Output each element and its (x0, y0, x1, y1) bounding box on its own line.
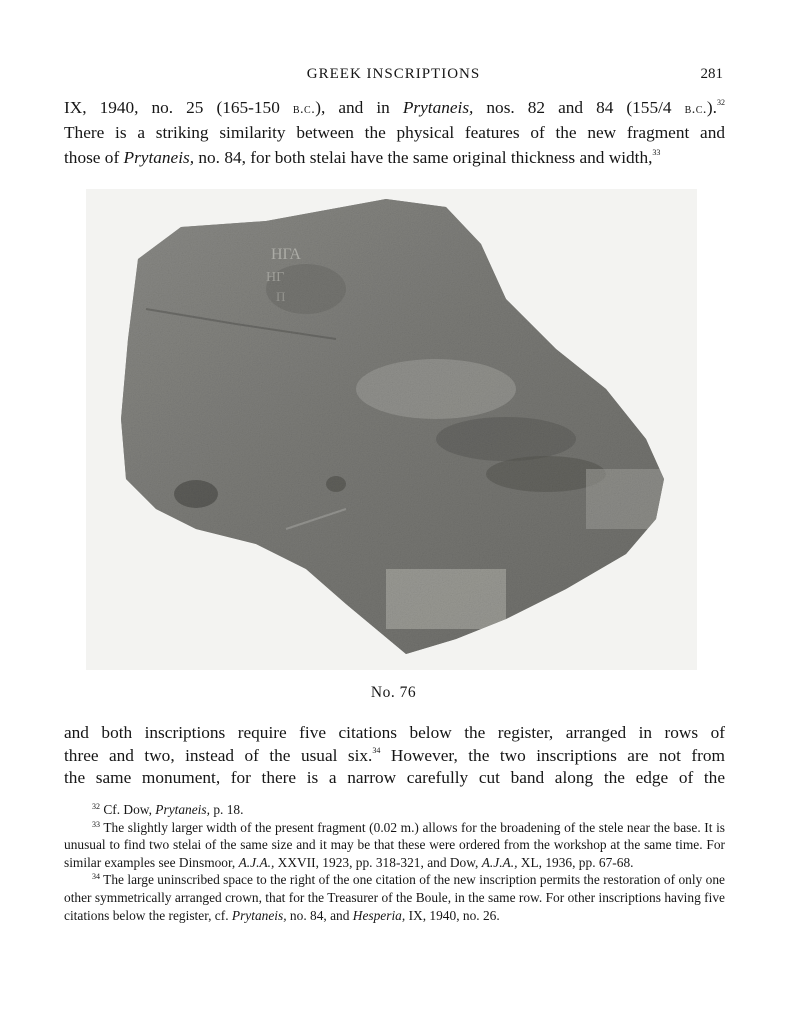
footnotes (64, 801, 725, 924)
fragment-inscription-trace-3: Π (276, 289, 286, 304)
para-bottom-line-1: and both inscriptions require five citations below the register, arranged in rows of (64, 723, 725, 742)
footnote-33: $^{33}$ The slightly larger width of the present fragment (0.02 m.) allows for the broadening of the stele near the base. It is unusual to find two stelai of the same size and it may be that these were ordered from the workshop at the same time. For similar examples see Dinsmoor, A.J.A., XXVII, 1923, pp. 318-321, and Dow, A.J.A., XL, 1936, pp. 67-68. (64, 819, 725, 870)
stone-fragment-photo (86, 189, 697, 670)
page-number: 281 (700, 66, 723, 82)
para-top-line-3: those of Prytaneis, no. 84, for both stelai have the same original thickness and width,$^{33}$ (64, 148, 661, 167)
running-header-title: GREEK INSCRIPTIONS (306, 66, 481, 82)
para-top-line-2: There is a striking similarity between the physical features of the new fragment and (64, 123, 725, 142)
fragment-inscription-trace-2: ΗΓ (266, 270, 285, 285)
footnote-32: $^{32}$ Cf. Dow, Prytaneis, p. 18. (92, 802, 244, 817)
footnote-34: $^{34}$ The large uninscribed space to the right of the one citation of the new inscription permits the restoration of only one other symmetrically arranged crown, that for the Treasurer of the Boule, in the same row. For other inscriptions having five citations below the register, cf. Prytaneis, no. 84, and Hesperia, IX, 1940, no. 26. (64, 872, 725, 923)
footnote-ref-32[interactable]: 32 (717, 98, 725, 107)
footnote-ref-33[interactable]: 33 (652, 148, 661, 157)
footnote-ref-34[interactable]: 34 (372, 746, 381, 755)
para-bottom-line-3: the same monument, for there is a narrow carefully cut band along the edge of the (64, 768, 725, 787)
fragment-inscription-trace-1: ΗΓΑ (271, 246, 301, 263)
para-top-line-1: IX, 1940, no. 25 (165-150 b.c.), and in Prytaneis, nos. 82 and 84 (155/4 b.c.).$^{32}$ (64, 98, 725, 117)
para-bottom-line-2: three and two, instead of the usual six.$^{34}$ However, the two inscriptions are not from (64, 746, 725, 765)
figure-caption: No. 76 (370, 684, 417, 701)
